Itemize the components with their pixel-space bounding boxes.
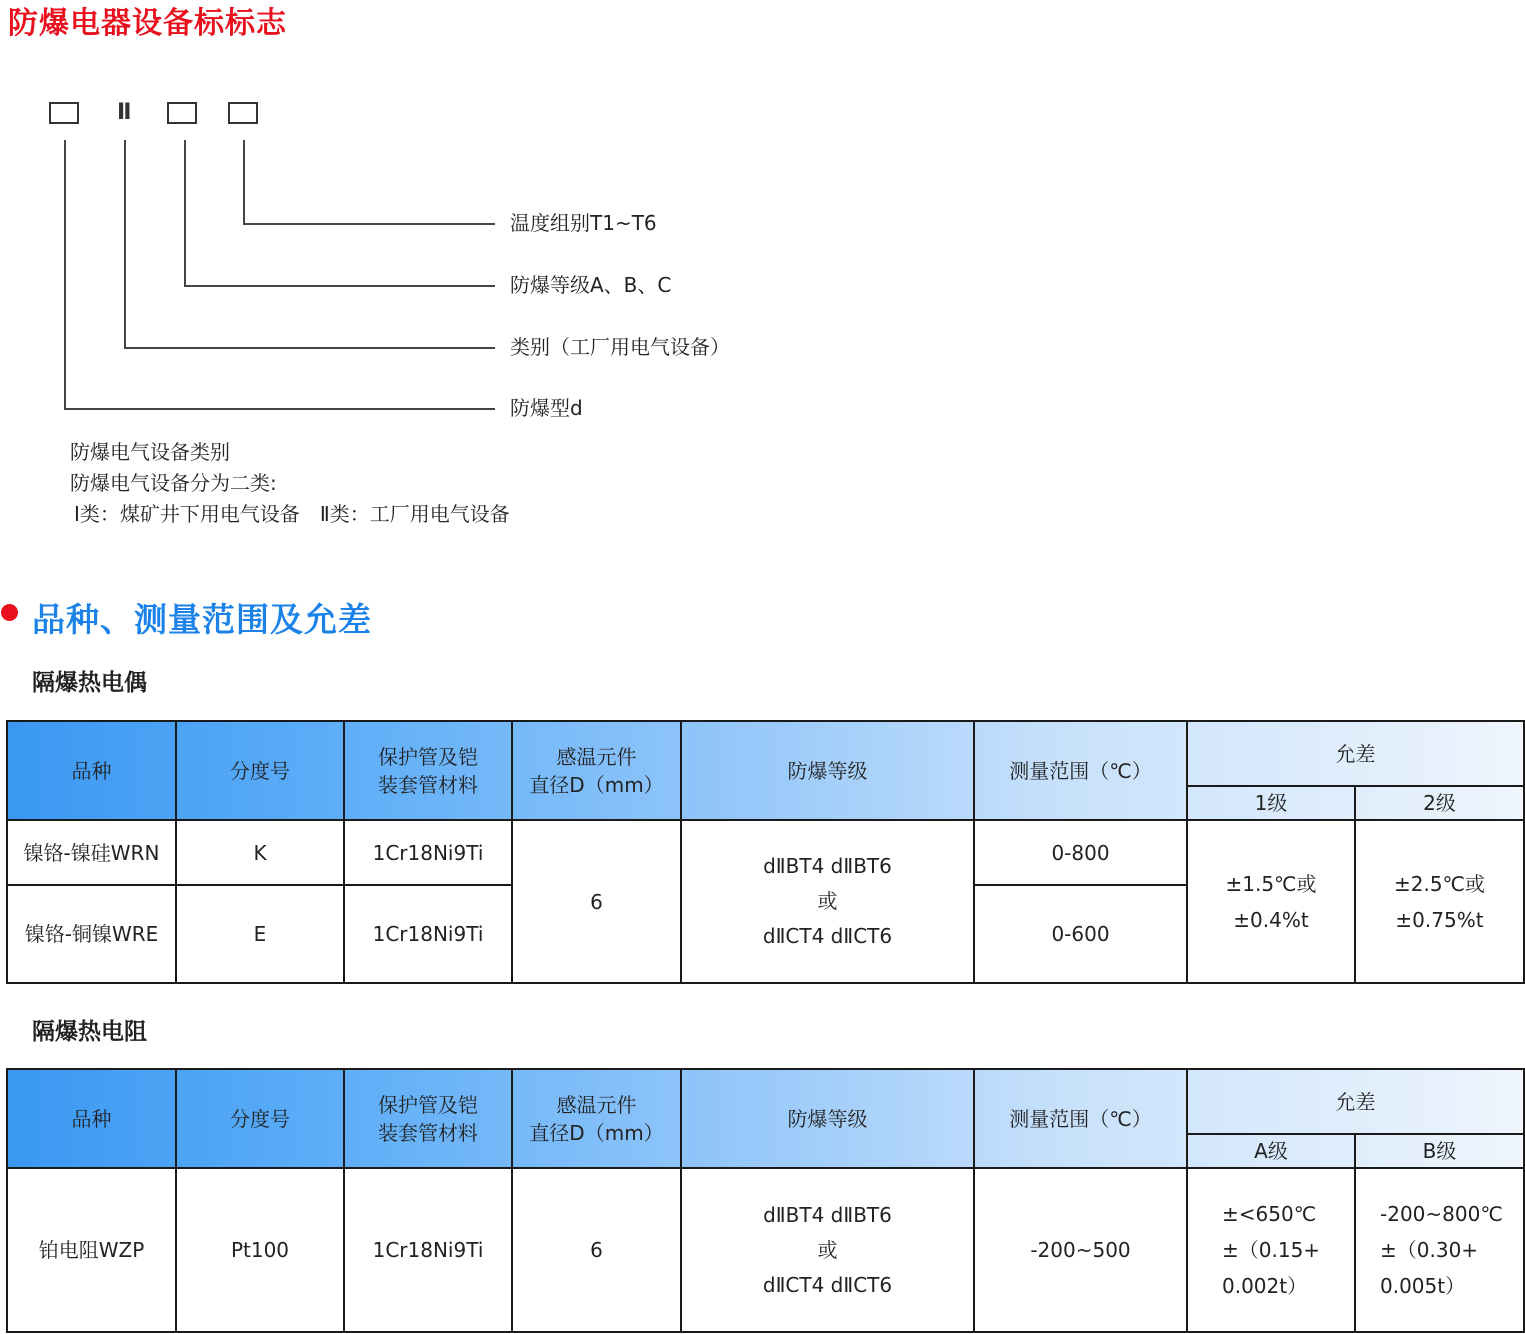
rtd-table [6, 1068, 1525, 1333]
connector-line [184, 140, 186, 286]
explosion-line: dⅡBT4 dⅡBT6 [763, 1202, 892, 1227]
tolerance-line: ±0.75%t [1395, 907, 1484, 932]
section-title: 品种、测量范围及允差 [32, 600, 372, 639]
explosion-line: dⅡCT4 dⅡCT6 [762, 1272, 893, 1297]
marking-label-type: 防爆型d [510, 396, 583, 420]
header-explosion-level: 防爆等级 [681, 721, 974, 820]
cell-material: 1Cr18Ni9Ti [344, 1168, 512, 1332]
cell-material: 1Cr18Ni9Ti [344, 820, 512, 885]
cell-graduation: K [176, 820, 344, 885]
note-line: 防爆电气设备分为二类: [70, 471, 277, 495]
table-row [7, 1168, 1524, 1332]
header-material-line: 保护管及铠 [378, 744, 478, 769]
table-title-thermocouple: 隔爆热电偶 [32, 670, 147, 696]
header-material-line: 保护管及铠 [378, 1092, 478, 1117]
cell-tolerance-class1 [1187, 820, 1355, 983]
header-tolerance-class-a: A级 [1187, 1134, 1355, 1168]
header-tolerance: 允差 [1187, 721, 1524, 786]
tolerance-line: 0.005t） [1380, 1274, 1466, 1298]
note-line: 防爆电气设备类别 [70, 440, 230, 464]
cell-range: 0-800 [974, 820, 1187, 885]
header-explosion-level: 防爆等级 [681, 1069, 974, 1168]
tolerance-line: ±0.4%t [1233, 907, 1309, 932]
tolerance-line: ±2.5℃或 [1393, 871, 1486, 896]
header-diameter [512, 1069, 681, 1168]
explosion-line: 或 [817, 889, 838, 913]
cell-tolerance-class-a [1187, 1168, 1355, 1332]
cell-range: 0-600 [974, 885, 1187, 983]
tolerance-line: ±（0.30+ [1380, 1238, 1479, 1262]
cell-material: 1Cr18Ni9Ti [344, 885, 512, 983]
cell-graduation: Pt100 [176, 1168, 344, 1332]
connector-line [64, 140, 66, 409]
connector-line [124, 347, 495, 349]
header-range: 测量范围（℃） [974, 721, 1187, 820]
header-material [344, 721, 512, 820]
cell-variety: 铂电阻WZP [7, 1168, 176, 1332]
table-row [7, 820, 1524, 885]
cell-graduation: E [176, 885, 344, 983]
explosion-line: 或 [817, 1237, 838, 1262]
connector-line [124, 140, 126, 348]
connector-line [243, 140, 245, 224]
cell-variety: 镍铬-铜镍WRE [7, 885, 176, 983]
header-variety: 品种 [7, 721, 176, 820]
tolerance-line: ±<650℃ [1222, 1202, 1317, 1226]
header-tolerance-class-b: B级 [1355, 1134, 1524, 1168]
tolerance-line: -200~800℃ [1380, 1202, 1503, 1226]
header-diameter-line: 感温元件 [556, 1092, 637, 1117]
tolerance-line: ±（0.15+ [1222, 1238, 1321, 1262]
connector-line [64, 408, 495, 410]
header-graduation: 分度号 [176, 1069, 344, 1168]
header-range: 测量范围（℃） [974, 1069, 1187, 1168]
header-tolerance: 允差 [1187, 1069, 1524, 1134]
tolerance-line: 0.002t） [1222, 1274, 1308, 1298]
connector-line [184, 285, 495, 287]
cell-tolerance-class-b [1355, 1168, 1524, 1332]
marking-box-type [49, 102, 79, 124]
connector-line [243, 223, 495, 225]
cell-tolerance-class2 [1355, 820, 1524, 983]
marking-label-temperature: 温度组别T1~T6 [510, 211, 657, 235]
header-variety: 品种 [7, 1069, 176, 1168]
marking-label-level: 防爆等级A、B、C [510, 273, 672, 297]
header-material [344, 1069, 512, 1168]
cell-diameter: 6 [512, 1168, 681, 1332]
header-tolerance-class1: 1级 [1187, 786, 1355, 820]
marking-box-level [167, 102, 197, 124]
note-line: Ⅰ类：煤矿井下用电气设备 Ⅱ类：工厂用电气设备 [74, 502, 510, 526]
cell-variety: 镍铬-镍硅WRN [7, 820, 176, 885]
explosion-line: dⅡCT4 dⅡCT6 [762, 924, 893, 948]
header-material-line: 装套管材料 [378, 772, 478, 797]
tolerance-line: ±1.5℃或 [1225, 871, 1317, 896]
page-title: 防爆电器设备标标志 [8, 6, 287, 41]
marking-label-category: 类别（工厂用电气设备） [510, 335, 730, 359]
header-graduation: 分度号 [176, 721, 344, 820]
header-diameter-line: 直径D（mm） [529, 1120, 664, 1145]
header-diameter-line: 感温元件 [556, 744, 637, 769]
bullet-icon [1, 604, 18, 621]
explosion-line: dⅡBT4 dⅡBT6 [763, 854, 892, 878]
header-material-line: 装套管材料 [378, 1120, 478, 1145]
marking-class-symbol: Ⅱ [117, 100, 132, 125]
thermocouple-table [6, 720, 1525, 984]
marking-box-temperature [228, 102, 258, 124]
cell-explosion-level [681, 820, 974, 983]
cell-explosion-level [681, 1168, 974, 1332]
cell-range: -200~500 [974, 1168, 1187, 1332]
header-diameter-line: 直径D（mm） [529, 772, 664, 797]
cell-diameter: 6 [512, 820, 681, 983]
header-diameter [512, 721, 681, 820]
table-title-rtd: 隔爆热电阻 [32, 1019, 147, 1045]
header-tolerance-class2: 2级 [1355, 786, 1524, 820]
